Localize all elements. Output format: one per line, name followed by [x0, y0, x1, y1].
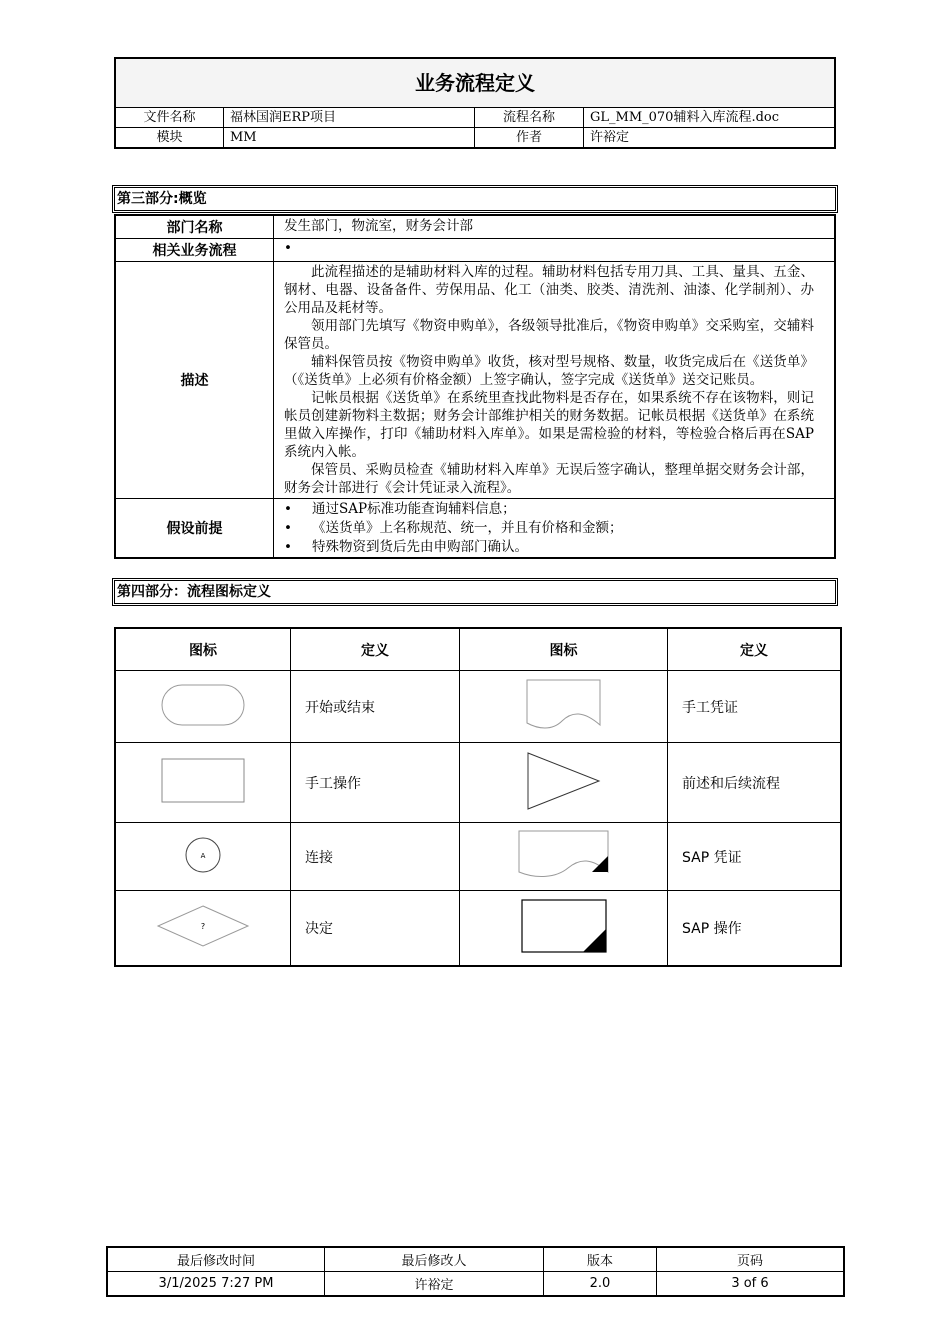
icon-definition-table	[114, 627, 842, 967]
description-paragraph: 辅料保管员按《物资申购单》收货，核对型号规格、数量，收货完成后在《送货单》（《送货单》上必须有价格金额）上签字确认，签字完成《送货单》送交记账员。	[284, 354, 814, 388]
off-page-process-definition: 前述和后续流程	[668, 743, 842, 823]
page-label: 页码	[657, 1247, 845, 1272]
connector-icon	[115, 823, 291, 891]
decision-icon	[115, 891, 291, 966]
off-page-process-icon	[460, 743, 668, 823]
overview-table	[114, 214, 836, 559]
sap-document-definition: SAP 凭证	[668, 823, 842, 891]
description-paragraph: 领用部门先填写《物资申购单》，各级领导批准后，《物资申购单》交采购室，交辅料保管员。	[284, 318, 814, 352]
related-process-value	[274, 239, 836, 262]
process-name-value: GL_MM_070辅料入库流程.doc	[584, 108, 836, 128]
description-paragraph: 此流程描述的是辅助材料入库的过程。辅助材料包括专用刀具、工具、量具、五金、钢材、电器、设备备件、劳保用品、化工（油类、胶类、清洗剂、油漆、化学制剂）、办公用品及耗材等。	[284, 264, 814, 316]
decision-mark: ?	[200, 921, 206, 931]
file-name-value: 福林国润ERP项目	[224, 108, 475, 128]
description-paragraph: 记帐员根据《送货单》在系统里查找此物料是否存在，如果系统不存在该物料，则记帐员创建新物料主数据；财务会计部维护相关的财务数据。记帐员根据《送货单》在系统里做入库操作，打印《辅助材料入库单》。如果是需检验的材料，等检验合格后再在SAP系统内入帐。	[284, 390, 814, 460]
version-value: 2.0	[544, 1272, 657, 1297]
modified-by-label: 最后修改人	[325, 1247, 544, 1272]
sap-document-icon	[460, 823, 668, 891]
manual-operation-icon	[115, 743, 291, 823]
connector-letter: A	[200, 851, 206, 860]
assumptions-label: 假设前提	[115, 499, 274, 559]
assumption-item: • 特殊物资到货后先由申购部门确认。	[284, 538, 814, 557]
sap-operation-icon	[460, 891, 668, 966]
manual-document-icon	[460, 671, 668, 743]
modified-time-label: 最后修改时间	[107, 1247, 325, 1272]
description-label: 描述	[115, 262, 274, 499]
connector-definition: 连接	[291, 823, 460, 891]
decision-definition: 决定	[291, 891, 460, 966]
assumption-item: • 《送货单》上名称规范、统一，并且有价格和金额；	[284, 519, 814, 538]
file-name-label: 文件名称	[115, 108, 224, 128]
dept-value: 发生部门，物流室，财务会计部	[274, 215, 836, 239]
manual-document-definition: 手工凭证	[668, 671, 842, 743]
definition-column-header: 定义	[291, 628, 460, 671]
definition-column-header: 定义	[668, 628, 842, 671]
description-paragraph: 保管员、采购员检查《辅助材料入库单》无误后签字确认，整理单据交财务会计部，财务会计部进行《会计凭证录入流程》。	[284, 462, 814, 496]
modified-time-value: 3/1/2025 7:27 PM	[107, 1272, 325, 1297]
author-value: 许裕定	[584, 128, 836, 149]
section-3-title: 第三部分:概览	[114, 187, 836, 211]
description-value	[274, 262, 836, 499]
page-footer	[106, 1246, 845, 1297]
manual-operation-definition: 手工操作	[291, 743, 460, 823]
process-name-label: 流程名称	[475, 108, 584, 128]
author-label: 作者	[475, 128, 584, 149]
related-process-label: 相关业务流程	[115, 239, 274, 262]
module-label: 模块	[115, 128, 224, 149]
start-end-icon	[115, 671, 291, 743]
assumptions-value	[274, 499, 836, 559]
assumption-item: • 通过SAP标准功能查询辅料信息；	[284, 500, 814, 519]
module-value: MM	[224, 128, 475, 149]
icon-column-header: 图标	[460, 628, 668, 671]
version-label: 版本	[544, 1247, 657, 1272]
page-number: 3 of 6	[657, 1272, 845, 1297]
dept-label: 部门名称	[115, 215, 274, 239]
icon-column-header: 图标	[115, 628, 291, 671]
start-end-definition: 开始或结束	[291, 671, 460, 743]
sap-operation-definition: SAP 操作	[668, 891, 842, 966]
document-title: 业务流程定义	[115, 58, 835, 108]
modified-by-value: 许裕定	[325, 1272, 544, 1297]
section-4-title: 第四部分：流程图标定义	[114, 580, 836, 604]
document-header	[114, 57, 836, 149]
